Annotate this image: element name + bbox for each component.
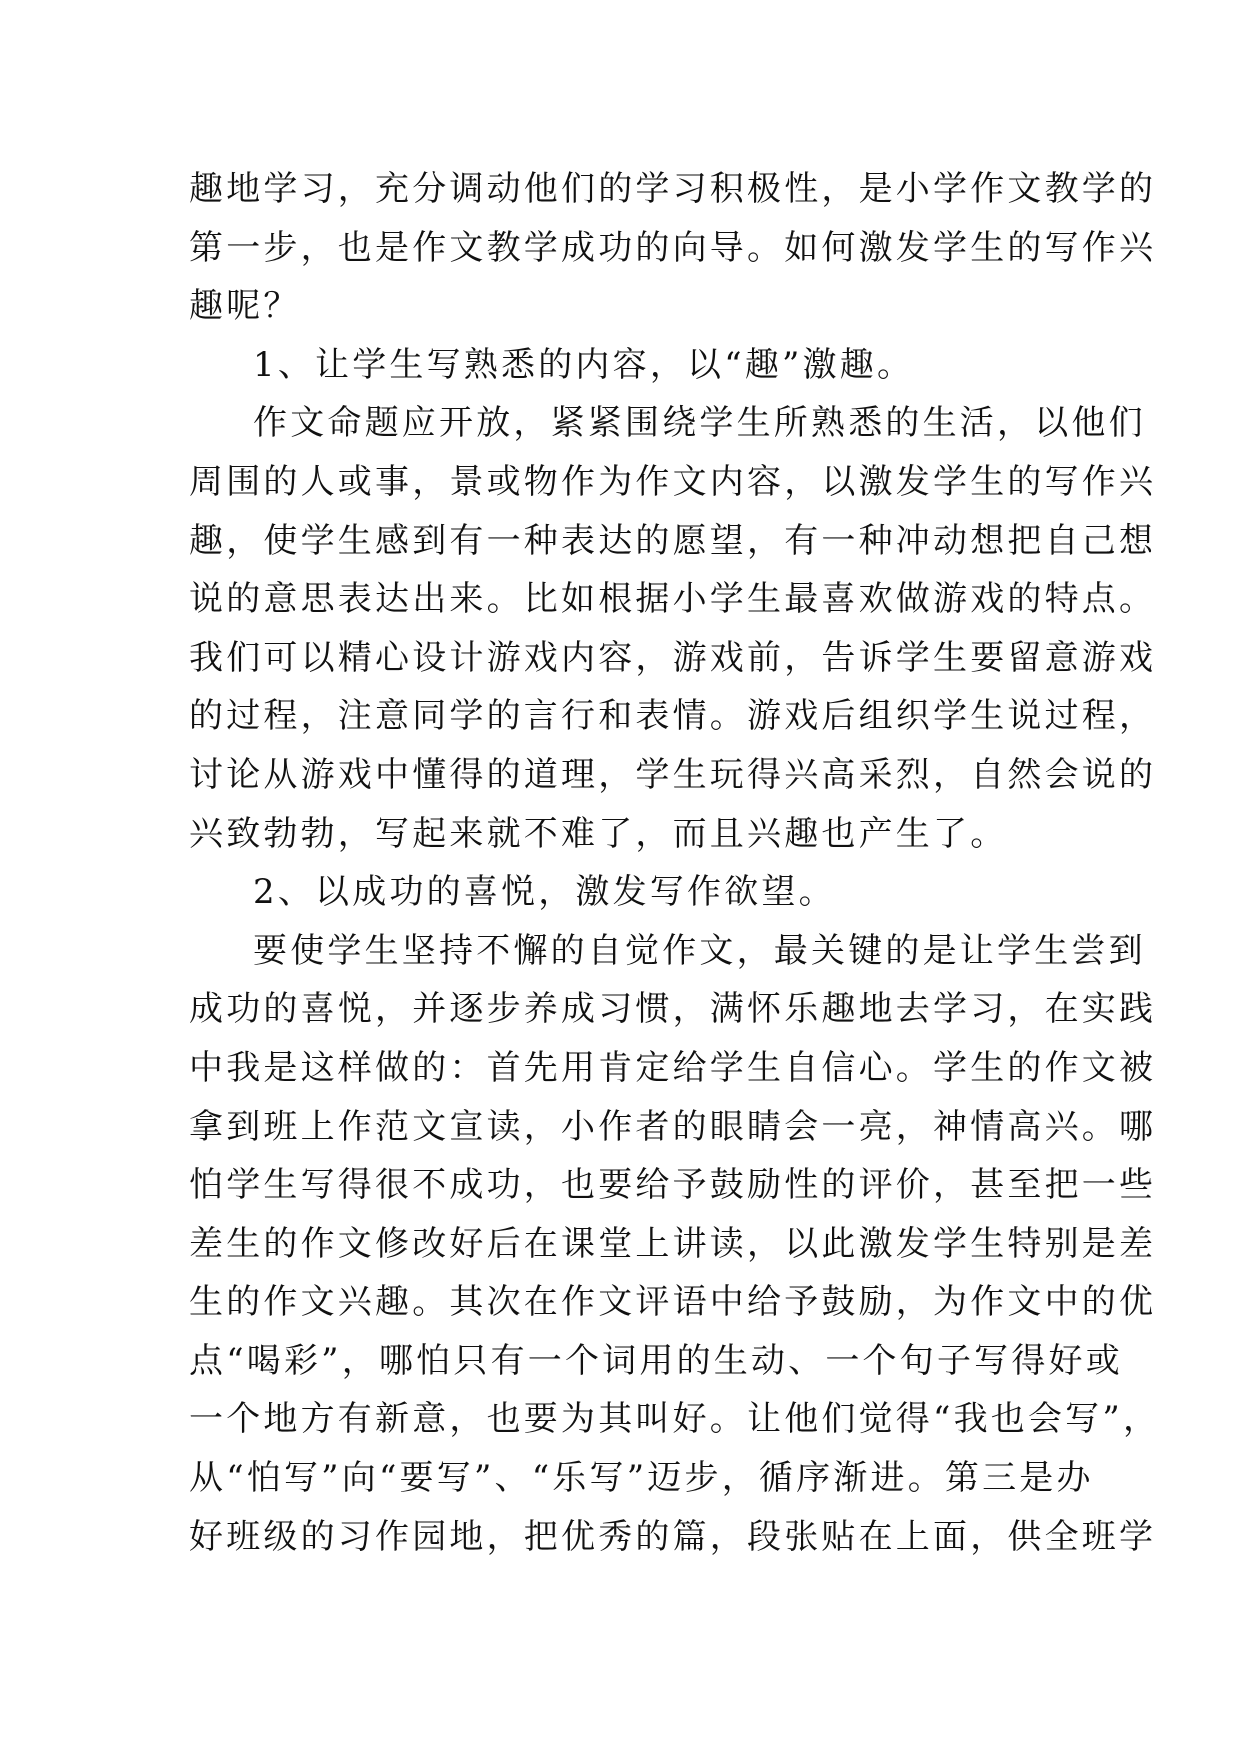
- text-line: 我们可以精心设计游戏内容，游戏前，告诉学生要留意游戏: [189, 637, 1157, 678]
- text-line: 拿到班上作范文宣读，小作者的眼睛会一亮，神情高兴。哪: [189, 1106, 1157, 1147]
- text-line: 第一步，也是作文教学成功的向导。如何激发学生的写作兴: [189, 227, 1157, 268]
- text-line: 怕学生写得很不成功，也要给予鼓励性的评价，甚至把一些: [189, 1165, 1157, 1206]
- section-heading-2: 2、以成功的喜悦，激发写作欲望。: [253, 872, 836, 913]
- text-line: 成功的喜悦，并逐步养成习惯，满怀乐趣地去学习，在实践: [189, 989, 1157, 1030]
- text-line: 好班级的习作园地，把优秀的篇，段张贴在上面，供全班学: [189, 1516, 1157, 1557]
- text-line: 趣地学习，充分调动他们的学习积极性，是小学作文教学的: [189, 169, 1157, 209]
- text-line: 中我是这样做的：首先用肯定给学生自信心。学生的作文被: [189, 1047, 1157, 1088]
- document-page: [189, 160, 1161, 1566]
- text-line: 说的意思表达出来。比如根据小学生最喜欢做游戏的特点。: [189, 579, 1157, 620]
- text-line: 作文命题应开放，紧紧围绕学生所熟悉的生活，以他们: [253, 403, 1146, 444]
- text-line: 从“怕写”向“要写”、“乐写”迈步，循序渐进。第三是办: [189, 1458, 1094, 1499]
- text-line: 要使学生坚持不懈的自觉作文，最关键的是让学生尝到: [253, 930, 1146, 971]
- text-line: 差生的作文修改好后在课堂上讲读，以此激发学生特别是差: [189, 1223, 1157, 1264]
- text-line: 点“喝彩”，哪怕只有一个词用的生动、一个句子写得好或: [189, 1340, 1123, 1381]
- text-line: 兴致勃勃，写起来就不难了，而且兴趣也产生了。: [189, 813, 1008, 854]
- text-line: 周围的人或事，景或物作为作文内容，以激发学生的写作兴: [189, 461, 1157, 502]
- text-line: 一个地方有新意，也要为其叫好。让他们觉得“我也会写”，: [189, 1399, 1161, 1440]
- text-line: 讨论从游戏中懂得的道理，学生玩得兴高采烈，自然会说的: [189, 754, 1157, 795]
- text-line: 生的作文兴趣。其次在作文评语中给予鼓励，为作文中的优: [189, 1282, 1157, 1323]
- section-heading-1: 1、让学生写熟悉的内容，以“趣”激趣。: [253, 344, 915, 385]
- text-line: 的过程，注意同学的言行和表情。游戏后组织学生说过程，: [189, 696, 1157, 737]
- text-line: 趣，使学生感到有一种表达的愿望，有一种冲动想把自己想: [189, 520, 1157, 561]
- text-line: 趣呢？: [189, 286, 301, 327]
